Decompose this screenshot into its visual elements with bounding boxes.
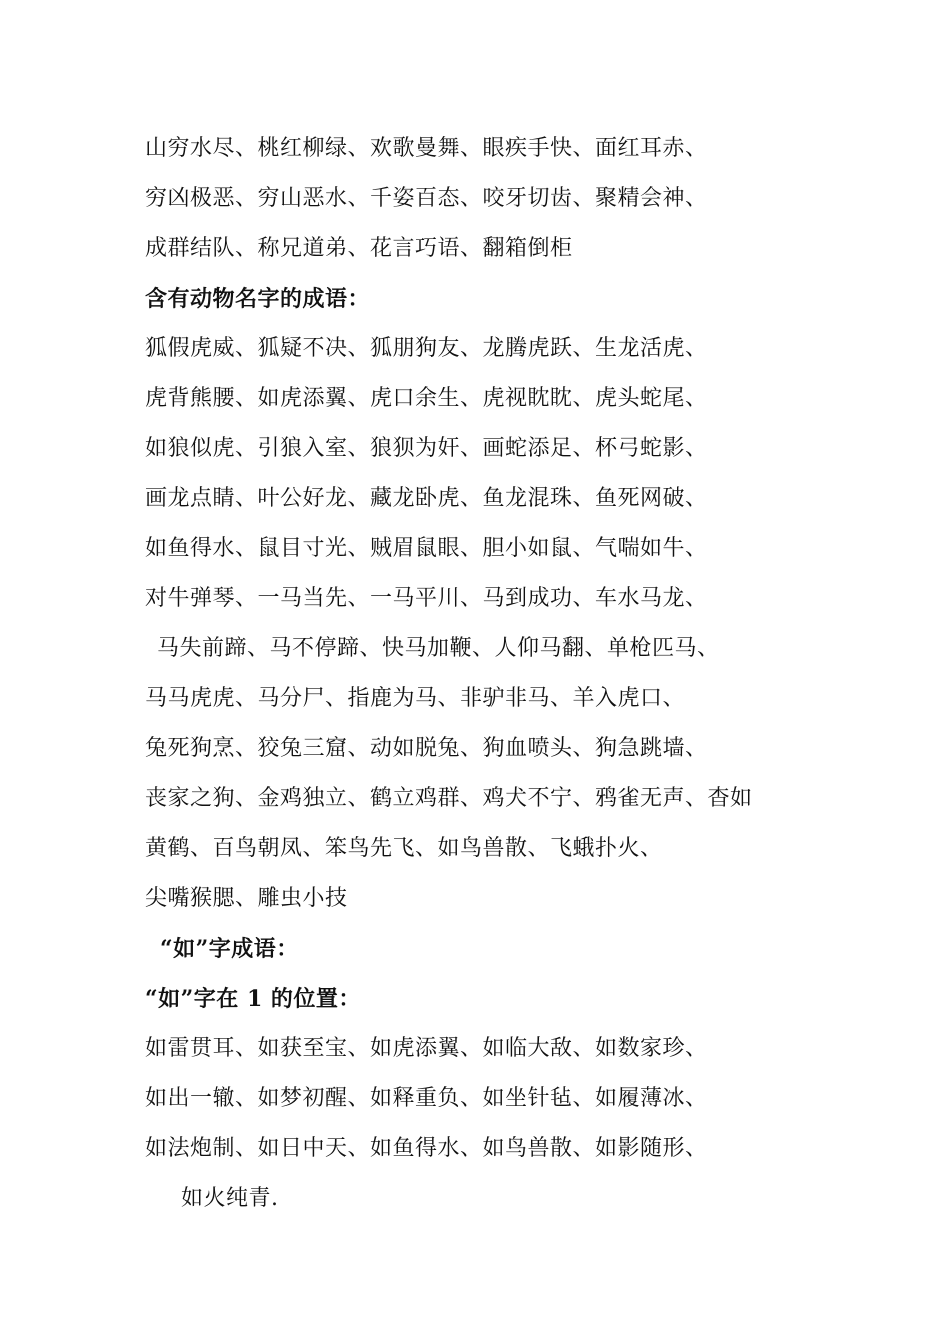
- idiom-line: 对牛弹琴、一马当先、一马平川、马到成功、车水马龙、: [145, 586, 708, 611]
- idiom-line: 如鱼得水、鼠目寸光、贼眉鼠眼、胆小如鼠、气喘如牛、: [145, 536, 708, 561]
- subheading-ru-position-1: “如”字在 1 的位置：: [145, 986, 361, 1012]
- idiom-line: 虎背熊腰、如虎添翼、虎口余生、虎视眈眈、虎头蛇尾、: [145, 386, 708, 411]
- idiom-line: 穷凶极恶、穷山恶水、千姿百态、咬牙切齿、聚精会神、: [145, 186, 708, 211]
- idiom-line: 狐假虎威、狐疑不决、狐朋狗友、龙腾虎跃、生龙活虎、: [145, 336, 708, 361]
- section-heading-ru-idioms: “如”字成语：: [160, 936, 299, 962]
- idiom-line: 丧家之狗、金鸡独立、鹤立鸡群、鸡犬不宁、鸦雀无声、杳如: [145, 786, 753, 811]
- idiom-line: 如出一辙、如梦初醒、如释重负、如坐针毡、如履薄冰、: [145, 1086, 708, 1111]
- idiom-line: 如狼似虎、引狼入室、狼狈为奸、画蛇添足、杯弓蛇影、: [145, 436, 708, 461]
- idiom-line: 黄鹤、百鸟朝凤、笨鸟先飞、如鸟兽散、飞蛾扑火、: [145, 836, 663, 861]
- idiom-line: 如法炮制、如日中天、如鱼得水、如鸟兽散、如影随形、: [145, 1136, 708, 1161]
- idiom-line: 如火纯青.: [181, 1186, 279, 1211]
- idiom-line: 尖嘴猴腮、雕虫小技: [145, 886, 348, 911]
- idiom-line: 山穷水尽、桃红柳绿、欢歌曼舞、眼疾手快、面红耳赤、: [145, 136, 708, 161]
- idiom-line: 画龙点睛、叶公好龙、藏龙卧虎、鱼龙混珠、鱼死网破、: [145, 486, 708, 511]
- idiom-line: 如雷贯耳、如获至宝、如虎添翼、如临大敌、如数家珍、: [145, 1036, 708, 1061]
- section-heading-animal-idioms: 含有动物名字的成语：: [145, 286, 371, 312]
- idiom-line: 马马虎虎、马分尸、指鹿为马、非驴非马、羊入虎口、: [145, 686, 686, 711]
- idiom-line: 兔死狗烹、狡兔三窟、动如脱兔、狗血喷头、狗急跳墙、: [145, 736, 708, 761]
- idiom-line: 马失前蹄、马不停蹄、快马加鞭、人仰马翻、单枪匹马、: [157, 636, 720, 661]
- idiom-line: 成群结队、称兄道弟、花言巧语、翻箱倒柜: [145, 236, 573, 261]
